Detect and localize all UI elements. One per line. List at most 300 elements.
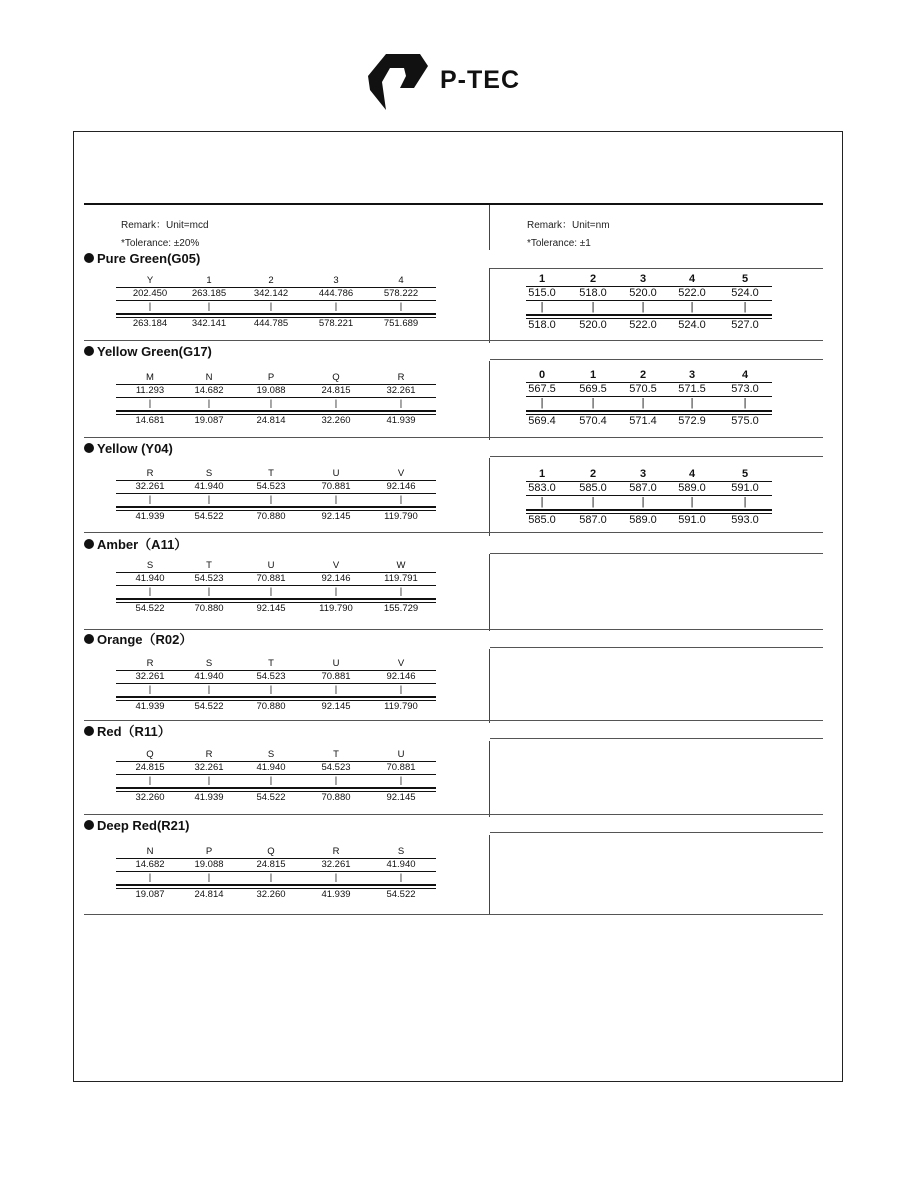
bin-max-row-cell: 751.689 — [383, 318, 419, 329]
range-marker-row-cell: | — [207, 775, 211, 786]
bin-max-row — [116, 602, 436, 615]
bin-code-row-cell: 3 — [639, 468, 647, 480]
bin-max-row-cell: 54.522 — [194, 701, 224, 712]
bin-min-row-cell: 19.088 — [194, 859, 224, 870]
bin-code-row-cell: 2 — [268, 275, 274, 286]
wavelength-bin-table — [526, 467, 772, 527]
remark-tolerance: *Tolerance: ±20% — [121, 238, 200, 249]
table-double-rule — [526, 314, 772, 316]
bin-max-row-cell: 524.0 — [678, 319, 706, 331]
range-marker-row-cell: | — [690, 496, 694, 508]
bin-max-row-cell: 70.880 — [321, 792, 351, 803]
range-marker-row-cell: | — [690, 301, 694, 313]
bin-min-row-cell: 119.791 — [384, 573, 418, 584]
range-marker-row-cell: | — [591, 397, 595, 409]
section-title — [84, 817, 490, 835]
bin-max-row-cell: 92.145 — [321, 511, 351, 522]
bin-max-row-cell: 41.939 — [194, 792, 224, 803]
bin-min-row-cell: 70.881 — [256, 573, 286, 584]
bin-max-row — [526, 318, 772, 332]
bin-max-row-cell: 54.522 — [135, 603, 165, 614]
section-title-text: Deep Red(R21) — [97, 818, 190, 833]
bin-max-row — [116, 888, 436, 901]
bin-code-row-cell: 2 — [639, 369, 647, 381]
bin-min-row-cell: 70.881 — [386, 762, 416, 773]
bin-code-row-cell: R — [146, 468, 154, 479]
bin-max-row-cell: 119.790 — [384, 511, 418, 522]
bin-code-row-cell: U — [397, 749, 405, 760]
bin-min-row — [116, 480, 436, 493]
remark-tolerance: *Tolerance: ±1 — [527, 238, 591, 249]
range-marker-row — [526, 396, 772, 410]
bin-min-row-cell: 70.881 — [321, 671, 351, 682]
bin-min-row-cell: 41.940 — [135, 573, 165, 584]
range-marker-row-cell: | — [399, 494, 403, 505]
bin-code-row-cell: 3 — [639, 273, 647, 285]
bin-code-row-cell: 4 — [688, 273, 696, 285]
bin-code-row — [116, 657, 436, 670]
bin-max-row-cell: 41.939 — [386, 415, 416, 426]
bin-max-row — [116, 414, 436, 427]
bin-max-row-cell: 593.0 — [731, 514, 759, 526]
bin-min-row-cell: 11.293 — [135, 385, 165, 396]
range-marker-row-cell: | — [690, 397, 694, 409]
bullet-icon — [84, 634, 94, 644]
bin-code-row-cell: 2 — [589, 273, 597, 285]
bin-min-row-cell: 515.0 — [528, 287, 556, 299]
bin-code-row-cell: S — [205, 468, 213, 479]
range-marker-row-cell: | — [641, 301, 645, 313]
range-marker-row-cell: | — [148, 684, 152, 695]
bin-max-row — [116, 317, 436, 330]
bin-max-row-cell: 589.0 — [629, 514, 657, 526]
section-bottom-rule — [84, 720, 823, 721]
bullet-icon — [84, 346, 94, 356]
bin-max-row-cell: 569.4 — [528, 415, 556, 427]
range-marker-row-cell: | — [269, 398, 273, 409]
section-title-text: Orange（R02） — [97, 632, 193, 647]
bin-min-row-cell: 587.0 — [629, 482, 657, 494]
bin-code-row-cell: V — [397, 468, 405, 479]
bin-code-row-cell: 1 — [206, 275, 212, 286]
bin-max-row-cell: 527.0 — [731, 319, 759, 331]
bin-code-row-cell: 1 — [538, 273, 546, 285]
bin-code-row-cell: N — [146, 846, 154, 857]
bin-min-row-cell: 14.682 — [135, 859, 165, 870]
bin-min-row-cell: 585.0 — [579, 482, 607, 494]
range-marker-row — [116, 871, 436, 884]
bin-min-row-cell: 583.0 — [528, 482, 556, 494]
bin-min-row — [116, 572, 436, 585]
range-marker-row-cell: | — [591, 496, 595, 508]
bin-max-row-cell: 41.939 — [321, 889, 351, 900]
bin-min-row-cell: 589.0 — [678, 482, 706, 494]
range-marker-row-cell: | — [148, 398, 152, 409]
bin-code-row-cell: M — [146, 372, 154, 383]
wavelength-bin-table — [526, 272, 772, 332]
bin-min-row-cell: 41.940 — [256, 762, 286, 773]
remark-unit: Remark：Unit=mcd — [121, 220, 209, 231]
range-marker-row-cell: | — [540, 301, 544, 313]
bin-min-row-cell: 54.523 — [256, 481, 286, 492]
section-title-text: Yellow (Y04) — [97, 441, 173, 456]
bin-max-row-cell: 591.0 — [678, 514, 706, 526]
bin-min-row-cell: 32.261 — [135, 671, 165, 682]
remark-unit: Remark：Unit=nm — [527, 220, 610, 231]
section-title — [84, 536, 490, 554]
range-marker-row-cell: | — [334, 301, 338, 312]
bin-code-row-cell: R — [397, 372, 405, 383]
intensity-bin-table — [116, 845, 436, 901]
bin-min-row-cell: 41.940 — [386, 859, 416, 870]
bin-code-row-cell: 2 — [589, 468, 597, 480]
bin-max-row — [526, 513, 772, 527]
bin-max-row-cell: 522.0 — [629, 319, 657, 331]
bin-min-row-cell: 444.786 — [318, 288, 354, 299]
bin-code-row-cell: R — [205, 749, 213, 760]
intensity-bin-table — [116, 274, 436, 330]
bin-max-row-cell: 70.880 — [194, 603, 224, 614]
bin-max-row-cell: 24.814 — [256, 415, 286, 426]
section-title-text: Yellow Green(G17) — [97, 344, 212, 359]
bin-code-row-cell: N — [205, 372, 213, 383]
intensity-bin-table — [116, 657, 436, 713]
bin-max-row-cell: 92.145 — [321, 701, 351, 712]
remark-wavelength — [527, 217, 610, 253]
range-marker-row-cell: | — [399, 684, 403, 695]
range-marker-row-cell: | — [148, 301, 152, 312]
bin-max-row-cell: 41.939 — [135, 511, 165, 522]
bin-min-row-cell: 202.450 — [132, 288, 168, 299]
bin-code-row-cell: U — [332, 658, 340, 669]
bin-max-row-cell: 263.184 — [132, 318, 168, 329]
bin-min-row-cell: 24.815 — [135, 762, 165, 773]
section-rule — [490, 268, 823, 269]
range-marker-row-cell: | — [269, 494, 273, 505]
bin-min-row-cell: 92.146 — [386, 671, 416, 682]
bin-max-row-cell: 92.145 — [256, 603, 286, 614]
bullet-icon — [84, 726, 94, 736]
section-bottom-rule — [84, 629, 823, 630]
section-bottom-rule — [84, 340, 823, 341]
bin-min-row — [116, 670, 436, 683]
section-bottom-rule — [84, 437, 823, 438]
bullet-icon — [84, 443, 94, 453]
bin-max-row-cell: 155.729 — [383, 603, 419, 614]
bin-max-row — [526, 414, 772, 428]
table-double-rule — [116, 410, 436, 412]
bin-max-row-cell: 518.0 — [528, 319, 556, 331]
range-marker-row — [116, 300, 436, 313]
section-title-text: Pure Green(G05) — [97, 251, 201, 266]
bullet-icon — [84, 820, 94, 830]
bin-min-row-cell: 24.815 — [256, 859, 286, 870]
bin-min-row-cell: 263.185 — [191, 288, 227, 299]
range-marker-row-cell: | — [743, 301, 747, 313]
column-divider — [489, 205, 490, 915]
wavelength-bin-table — [526, 368, 772, 428]
bin-code-row-cell: S — [397, 846, 405, 857]
bin-min-row-cell: 524.0 — [731, 287, 759, 299]
bin-min-row-cell: 54.523 — [194, 573, 224, 584]
section-title — [84, 440, 490, 458]
bin-max-row-cell: 32.260 — [321, 415, 351, 426]
bin-max-row — [116, 791, 436, 804]
bin-max-row-cell: 19.087 — [194, 415, 224, 426]
range-marker-row-cell: | — [540, 496, 544, 508]
bin-min-row-cell: 569.5 — [579, 383, 607, 395]
bin-min-row-cell: 24.815 — [321, 385, 351, 396]
bin-max-row-cell: 32.260 — [135, 792, 165, 803]
bin-max-row — [116, 700, 436, 713]
bin-min-row-cell: 19.088 — [256, 385, 286, 396]
bin-code-row-cell: 1 — [538, 468, 546, 480]
range-marker-row-cell: | — [207, 398, 211, 409]
range-marker-row-cell: | — [540, 397, 544, 409]
bin-code-row-cell: 5 — [741, 273, 749, 285]
bin-code-row-cell: 5 — [741, 468, 749, 480]
range-marker-row-cell: | — [207, 494, 211, 505]
bin-max-row-cell: 119.790 — [384, 701, 418, 712]
intensity-bin-table — [116, 467, 436, 523]
bin-min-row-cell: 54.523 — [256, 671, 286, 682]
bin-max-row-cell: 32.260 — [256, 889, 286, 900]
bin-code-row-cell: T — [333, 749, 339, 760]
bin-max-row-cell: 575.0 — [731, 415, 759, 427]
bin-min-row — [116, 287, 436, 300]
bin-min-row-cell: 520.0 — [629, 287, 657, 299]
bin-min-row-cell: 518.0 — [579, 287, 607, 299]
section-title-text: Amber（A11） — [97, 537, 188, 552]
range-marker-row-cell: | — [269, 684, 273, 695]
bin-min-row-cell: 32.261 — [321, 859, 351, 870]
bin-min-row-cell: 567.5 — [528, 383, 556, 395]
table-double-rule — [116, 506, 436, 508]
range-marker-row-cell: | — [334, 872, 338, 883]
section-title — [84, 631, 490, 649]
bin-code-row-cell: 1 — [589, 369, 597, 381]
range-marker-row-cell: | — [334, 398, 338, 409]
range-marker-row-cell: | — [148, 872, 152, 883]
range-marker-row-cell: | — [591, 301, 595, 313]
range-marker-row-cell: | — [269, 775, 273, 786]
range-marker-row-cell: | — [641, 496, 645, 508]
bin-code-row — [116, 559, 436, 572]
range-marker-row-cell: | — [207, 586, 211, 597]
section-bottom-rule — [84, 914, 823, 915]
bin-max-row-cell: 14.681 — [135, 415, 165, 426]
bin-min-row-cell: 32.261 — [386, 385, 416, 396]
bin-code-row-cell: 4 — [688, 468, 696, 480]
table-double-rule — [526, 410, 772, 412]
table-double-rule — [116, 696, 436, 698]
bin-code-row — [116, 274, 436, 287]
bin-max-row-cell: 24.814 — [194, 889, 224, 900]
bin-code-row-cell: R — [332, 846, 340, 857]
bin-code-row — [116, 371, 436, 384]
bullet-icon — [84, 539, 94, 549]
bin-code-row — [116, 748, 436, 761]
bin-min-row-cell: 92.146 — [386, 481, 416, 492]
bin-max-row-cell: 585.0 — [528, 514, 556, 526]
range-marker-row — [116, 683, 436, 696]
bin-code-row-cell: T — [268, 468, 274, 479]
bin-max-row-cell: 570.4 — [579, 415, 607, 427]
range-marker-row — [116, 397, 436, 410]
brand-logo — [364, 52, 564, 114]
range-marker-row-cell: | — [743, 397, 747, 409]
bin-code-row-cell: T — [206, 560, 212, 571]
bin-max-row-cell: 119.790 — [319, 603, 353, 614]
bin-max-row-cell: 520.0 — [579, 319, 607, 331]
bin-max-row-cell: 54.522 — [194, 511, 224, 522]
bin-code-row-cell: 0 — [538, 369, 546, 381]
bin-max-row-cell: 92.145 — [386, 792, 416, 803]
intensity-bin-table — [116, 748, 436, 804]
range-marker-row-cell: | — [399, 586, 403, 597]
range-marker-row — [526, 495, 772, 509]
bin-code-row — [116, 467, 436, 480]
bin-code-row-cell: R — [146, 658, 154, 669]
bin-code-row-cell: Q — [332, 372, 340, 383]
bin-max-row-cell: 19.087 — [135, 889, 165, 900]
range-marker-row-cell: | — [743, 496, 747, 508]
bin-max-row-cell: 572.9 — [678, 415, 706, 427]
bin-code-row-cell: U — [332, 468, 340, 479]
range-marker-row-cell: | — [399, 398, 403, 409]
remark-intensity — [121, 217, 209, 253]
bin-code-row — [526, 368, 772, 382]
range-marker-row-cell: | — [399, 872, 403, 883]
bin-code-row-cell: S — [146, 560, 154, 571]
range-marker-row-cell: | — [269, 872, 273, 883]
range-marker-row-cell: | — [148, 494, 152, 505]
bin-min-row-cell: 522.0 — [678, 287, 706, 299]
range-marker-row — [116, 493, 436, 506]
bin-min-row-cell: 70.881 — [321, 481, 351, 492]
table-double-rule — [526, 509, 772, 511]
range-marker-row-cell: | — [148, 586, 152, 597]
bin-code-row-cell: U — [267, 560, 275, 571]
bin-max-row-cell: 54.522 — [386, 889, 416, 900]
range-marker-row-cell: | — [269, 586, 273, 597]
bin-code-row-cell: Y — [146, 275, 154, 286]
table-double-rule — [116, 313, 436, 315]
section-title — [84, 343, 490, 361]
bin-code-row-cell: S — [267, 749, 275, 760]
range-marker-row-cell: | — [207, 872, 211, 883]
section-bottom-rule — [84, 814, 823, 815]
brand-name: P-TEC — [440, 66, 520, 94]
range-marker-row — [116, 585, 436, 598]
range-marker-row-cell: | — [269, 301, 273, 312]
table-double-rule — [116, 884, 436, 886]
bin-min-row-cell: 41.940 — [194, 481, 224, 492]
range-marker-row — [526, 300, 772, 314]
bin-min-row — [116, 858, 436, 871]
bin-code-row-cell: V — [397, 658, 405, 669]
bin-code-row-cell: 4 — [398, 275, 404, 286]
range-marker-row-cell: | — [641, 397, 645, 409]
bin-max-row-cell: 444.785 — [253, 318, 289, 329]
range-marker-row-cell: | — [334, 775, 338, 786]
range-marker-row-cell: | — [207, 301, 211, 312]
range-marker-row-cell: | — [399, 775, 403, 786]
bin-max-row-cell: 571.4 — [629, 415, 657, 427]
bin-max-row-cell: 342.141 — [191, 318, 227, 329]
bin-max-row-cell: 587.0 — [579, 514, 607, 526]
p-tec-logo-icon — [364, 52, 430, 114]
bin-code-row — [526, 272, 772, 286]
bin-min-row-cell: 32.261 — [194, 762, 224, 773]
bin-code-row-cell: W — [396, 560, 406, 571]
section-title — [84, 250, 490, 268]
bin-max-row-cell: 41.939 — [135, 701, 165, 712]
bin-min-row-cell: 92.146 — [321, 573, 351, 584]
bin-min-row-cell: 342.142 — [253, 288, 289, 299]
range-marker-row-cell: | — [334, 586, 338, 597]
bin-min-row-cell: 573.0 — [731, 383, 759, 395]
range-marker-row-cell: | — [334, 494, 338, 505]
bin-code-row-cell: T — [268, 658, 274, 669]
bin-max-row-cell: 70.880 — [256, 701, 286, 712]
top-rule — [84, 203, 823, 205]
bin-min-row — [526, 286, 772, 300]
bin-code-row — [116, 845, 436, 858]
bin-min-row-cell: 14.682 — [194, 385, 224, 396]
bin-max-row-cell: 578.221 — [318, 318, 354, 329]
bin-min-row-cell: 41.940 — [194, 671, 224, 682]
bin-min-row-cell: 570.5 — [629, 383, 657, 395]
bin-code-row-cell: 3 — [688, 369, 696, 381]
bin-code-row-cell: Q — [146, 749, 154, 760]
bullet-icon — [84, 253, 94, 263]
bin-max-row-cell: 54.522 — [256, 792, 286, 803]
bin-min-row — [526, 481, 772, 495]
bin-min-row — [116, 761, 436, 774]
bin-min-row-cell: 591.0 — [731, 482, 759, 494]
table-double-rule — [116, 787, 436, 789]
bin-max-row-cell: 70.880 — [256, 511, 286, 522]
bin-code-row-cell: P — [205, 846, 213, 857]
section-title-text: Red（R11） — [97, 724, 171, 739]
bin-max-row — [116, 510, 436, 523]
bin-min-row-cell: 578.222 — [383, 288, 419, 299]
bin-min-row-cell: 54.523 — [321, 762, 351, 773]
bin-code-row — [526, 467, 772, 481]
range-marker-row-cell: | — [399, 301, 403, 312]
bin-code-row-cell: P — [267, 372, 275, 383]
bin-code-row-cell: S — [205, 658, 213, 669]
range-marker-row-cell: | — [148, 775, 152, 786]
bin-min-row-cell: 571.5 — [678, 383, 706, 395]
range-marker-row-cell: | — [207, 684, 211, 695]
range-marker-row-cell: | — [334, 684, 338, 695]
bin-code-row-cell: Q — [267, 846, 275, 857]
bin-code-row-cell: 3 — [333, 275, 339, 286]
bin-code-row-cell: V — [332, 560, 340, 571]
table-double-rule — [116, 598, 436, 600]
intensity-bin-table — [116, 559, 436, 615]
bin-min-row-cell: 32.261 — [135, 481, 165, 492]
bin-min-row — [116, 384, 436, 397]
bin-code-row-cell: 4 — [741, 369, 749, 381]
range-marker-row — [116, 774, 436, 787]
section-bottom-rule — [84, 532, 823, 533]
section-title — [84, 723, 490, 741]
intensity-bin-table — [116, 371, 436, 427]
bin-min-row — [526, 382, 772, 396]
